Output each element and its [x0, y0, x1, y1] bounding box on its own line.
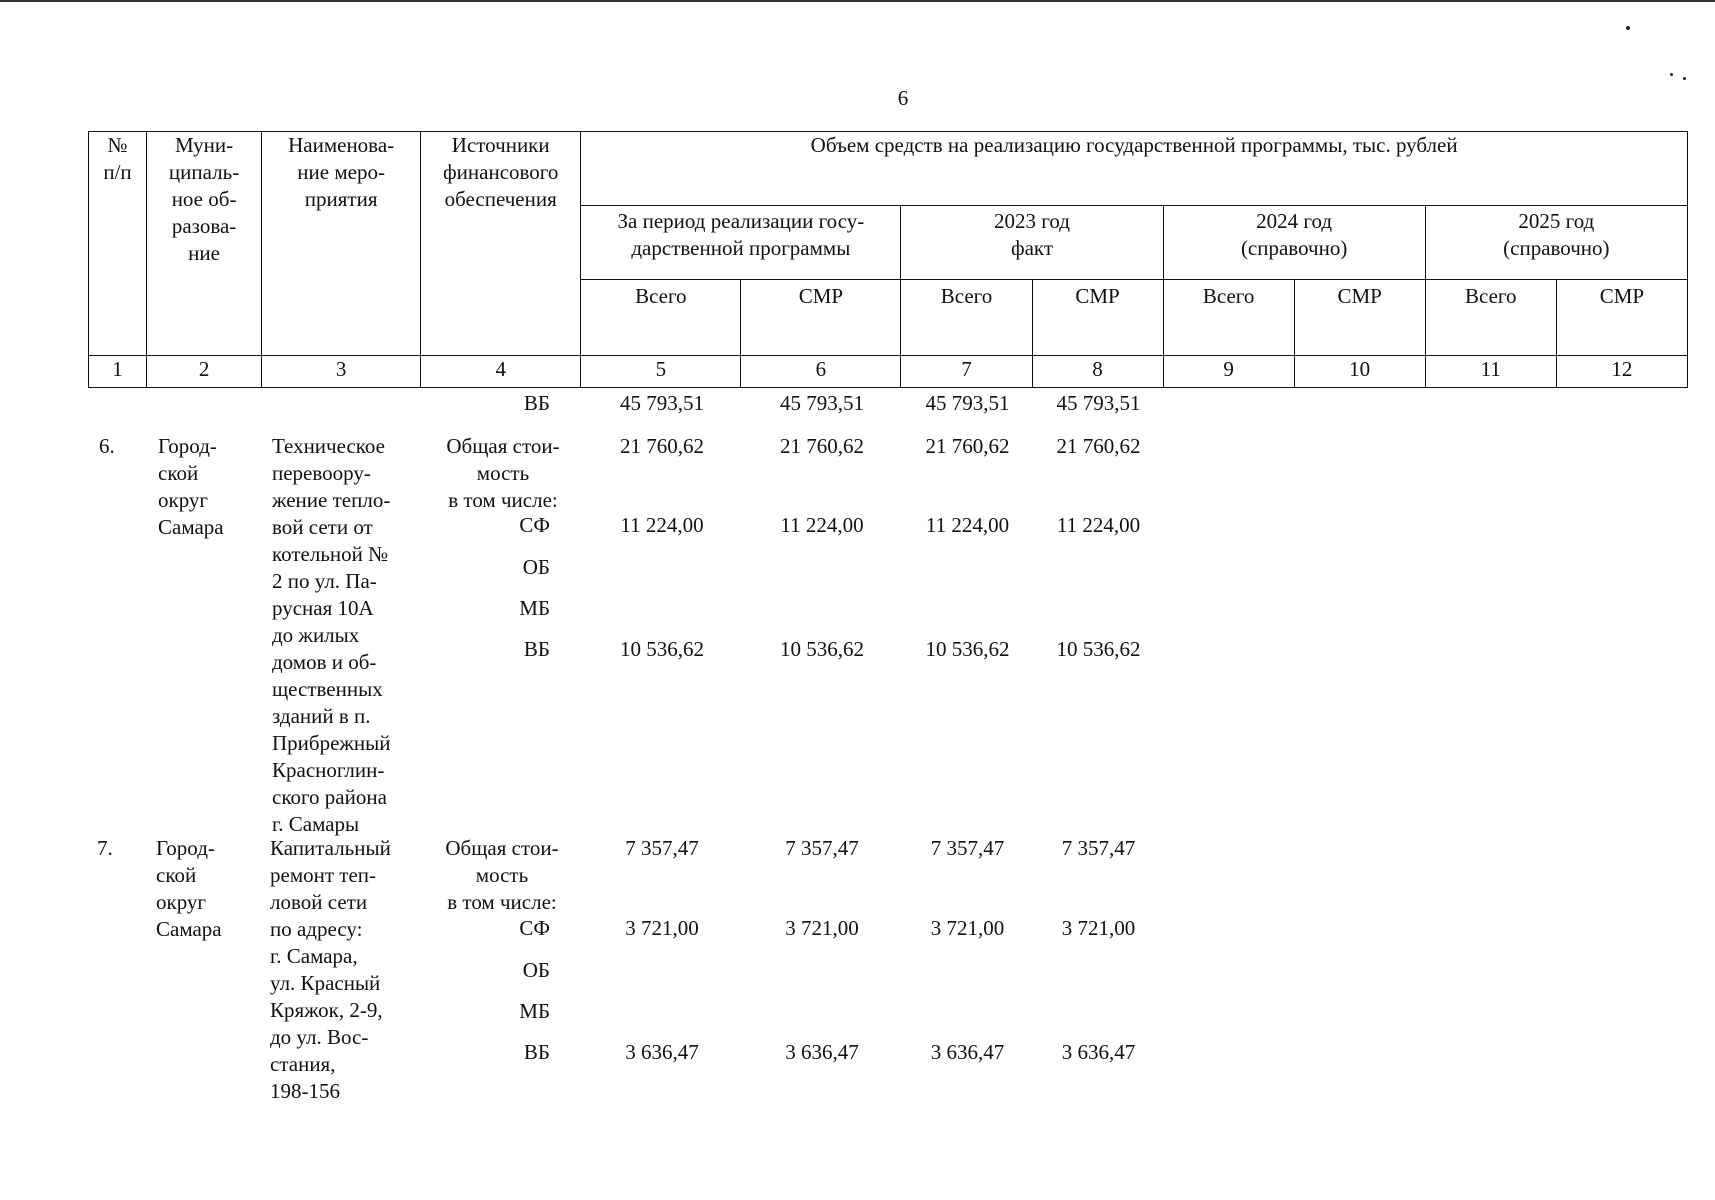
header-funding-sources: Источники финансового обеспечения — [421, 132, 581, 356]
item-municipality: Город- ской округ Самара — [158, 434, 224, 539]
value-cell: 7 357,47 — [930, 836, 1005, 860]
column-number: 7 — [901, 356, 1032, 388]
source-mb: МБ — [519, 596, 550, 620]
header-2023: 2023 год факт — [901, 206, 1163, 280]
header-municipality: Муни- ципаль- ное об- разова- ние — [147, 132, 262, 356]
header-smr: СМР — [1294, 280, 1425, 356]
source-mb: МБ — [519, 999, 550, 1023]
value-cell: 21 760,62 — [780, 434, 864, 458]
value-cell: 45 793,51 — [925, 391, 1010, 415]
value-cell: 3 636,47 — [930, 1040, 1005, 1064]
header-volume: Объем средств на реализацию государственной программы, тыс. рублей — [581, 132, 1688, 206]
value-cell: 11 224,00 — [620, 513, 704, 537]
value-cell: 3 721,00 — [625, 916, 699, 940]
scan-speck — [1670, 73, 1673, 76]
table-header — [88, 131, 1688, 388]
item-number: 7. — [97, 836, 113, 860]
value-cell: 11 224,00 — [925, 513, 1010, 537]
source-vb: ВБ — [523, 1040, 550, 1064]
source-sf: СФ — [519, 513, 550, 537]
column-number: 2 — [147, 356, 262, 388]
column-number: 5 — [581, 356, 741, 388]
value-cell: 7 357,47 — [1061, 836, 1136, 860]
source-ob: ОБ — [522, 555, 550, 579]
column-number: 4 — [421, 356, 581, 388]
header-total: Всего — [581, 280, 741, 356]
item-total-label: Общая стои- мость в том числе: — [446, 434, 560, 512]
column-number: 8 — [1032, 356, 1163, 388]
value-cell: 11 224,00 — [1056, 513, 1141, 537]
value-cell: 21 760,62 — [620, 434, 704, 458]
value-cell: 21 760,62 — [925, 434, 1010, 458]
header-total: Всего — [1163, 280, 1294, 356]
header-2025: 2025 год (справочно) — [1425, 206, 1687, 280]
header-event-name: Наименова- ние меро- приятия — [262, 132, 421, 356]
page-number: 6 — [897, 86, 909, 110]
item-municipality: Город- ской округ Самара — [156, 836, 222, 941]
source-vb: ВБ — [523, 637, 550, 661]
value-cell: 7 357,47 — [625, 836, 699, 860]
value-cell: 3 721,00 — [1061, 916, 1136, 940]
value-cell: 3 721,00 — [785, 916, 859, 940]
column-number: 3 — [262, 356, 421, 388]
value-cell: 10 536,62 — [925, 637, 1010, 661]
value-cell: 21 760,62 — [1056, 434, 1141, 458]
value-cell: 3 721,00 — [930, 916, 1005, 940]
value-cell: 45 793,51 — [780, 391, 864, 415]
column-number: 12 — [1556, 356, 1687, 388]
value-cell: 3 636,47 — [625, 1040, 699, 1064]
value-cell: 10 536,62 — [780, 637, 864, 661]
value-cell: 3 636,47 — [785, 1040, 859, 1064]
item-number: 6. — [99, 434, 115, 458]
scan-speck — [1626, 26, 1630, 30]
item-total-label: Общая стои- мость в том числе: — [445, 836, 559, 914]
header-smr: СМР — [1032, 280, 1163, 356]
value-cell: 10 536,62 — [1056, 637, 1141, 661]
item-event-name: Техническое перевоору- жение тепло- вой сети от котельной № 2 по ул. Па- русная 10А до жилых домов и об- щественных зданий в п. Прибрежный Красноглин- ского района г. Самары — [272, 434, 391, 836]
header-num: № п/п — [89, 132, 147, 356]
column-number: 6 — [741, 356, 901, 388]
column-number: 1 — [89, 356, 147, 388]
item-event-name: Капитальный ремонт теп- ловой сети по адресу: г. Самара, ул. Красный Кряжок, 2-9, до ул. Вос- стания, 198-156 — [270, 836, 391, 1103]
scan-speck — [1683, 77, 1686, 80]
value-cell: 45 793,51 — [620, 391, 704, 415]
header-smr: СМР — [741, 280, 901, 356]
source-vb: ВБ — [523, 391, 550, 415]
value-cell: 45 793,51 — [1056, 391, 1141, 415]
value-cell: 11 224,00 — [780, 513, 864, 537]
header-total: Всего — [1425, 280, 1556, 356]
column-number: 11 — [1425, 356, 1556, 388]
source-ob: ОБ — [522, 958, 550, 982]
value-cell: 10 536,62 — [620, 637, 704, 661]
header-2024: 2024 год (справочно) — [1163, 206, 1425, 280]
column-number: 10 — [1294, 356, 1425, 388]
header-total: Всего — [901, 280, 1032, 356]
value-cell: 3 636,47 — [1061, 1040, 1136, 1064]
header-smr: СМР — [1556, 280, 1687, 356]
source-sf: СФ — [519, 916, 550, 940]
header-period: За период реализации госу- дарственной программы — [581, 206, 901, 280]
column-number: 9 — [1163, 356, 1294, 388]
value-cell: 7 357,47 — [785, 836, 859, 860]
top-border-line — [0, 0, 1715, 2]
